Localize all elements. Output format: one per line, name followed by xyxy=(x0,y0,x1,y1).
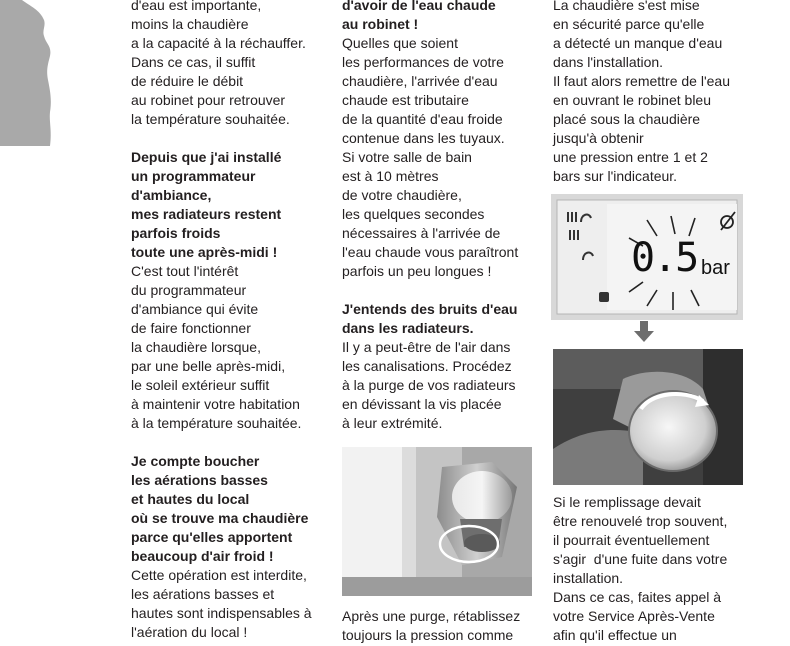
text-line: d'avoir de l'eau chaude xyxy=(342,0,496,13)
pressure-unit: bar xyxy=(701,257,730,279)
text-line: au robinet pour retrouver xyxy=(131,92,286,108)
answer-paragraph xyxy=(131,262,312,433)
text-line: parfois un peu longues ! xyxy=(342,263,492,279)
question-heading xyxy=(131,148,312,262)
text-line: Je compte boucher xyxy=(131,453,260,469)
text-line: en dévissant la vis placée xyxy=(342,396,502,412)
text-line: est à 10 mètres xyxy=(342,168,439,184)
text-line: être renouvelé trop souvent, xyxy=(553,513,728,529)
person-silhouette-image xyxy=(0,0,60,146)
text-line: nécessaires à l'arrivée de xyxy=(342,225,501,241)
text-line: dans les radiateurs. xyxy=(342,320,474,336)
text-line: beaucoup d'air froid ! xyxy=(131,548,274,564)
text-line: la chaudière lorsque, xyxy=(131,339,261,355)
text-line: afin qu'il effectue un xyxy=(553,627,677,643)
text-line: Depuis que j'ai installé xyxy=(131,149,282,165)
text-line: Quelles que soient xyxy=(342,35,458,51)
text-line: hautes sont indispensables à xyxy=(131,605,312,621)
text-line: dans l'installation. xyxy=(553,54,664,70)
text-line: bars sur l'indicateur. xyxy=(553,168,678,184)
text-line: installation. xyxy=(553,570,624,586)
text-line: une pression entre 1 et 2 xyxy=(553,149,708,165)
text-line: à maintenir votre habitation xyxy=(131,396,300,412)
text-line: le soleil extérieur suffit xyxy=(131,377,270,393)
pressure-value: 0.5 xyxy=(631,235,698,281)
text-line: Si le remplissage devait xyxy=(553,494,701,510)
text-line: s'agir d'une fuite dans votre xyxy=(553,551,728,567)
text-line: les canalisations. Procédez xyxy=(342,358,512,374)
text-line: la température souhaitée. xyxy=(131,111,290,127)
text-line: les aérations basses xyxy=(131,472,268,488)
text-line: jusqu'à obtenir xyxy=(553,130,644,146)
text-line: d'ambiance qui évite xyxy=(131,301,259,317)
column-2 xyxy=(342,0,518,433)
col3-bottom-text xyxy=(553,493,727,645)
text-line: l'aération du local ! xyxy=(131,624,248,640)
text-line: où se trouve ma chaudière xyxy=(131,510,309,526)
text-line: par une belle après-midi, xyxy=(131,358,286,374)
col2-after-text xyxy=(342,607,520,645)
text-line: les quelques secondes xyxy=(342,206,485,222)
answer-paragraph xyxy=(342,34,518,281)
text-line: de réduire le débit xyxy=(131,73,244,89)
text-line: chaude est tributaire xyxy=(342,92,469,108)
text-line: à leur extrémité. xyxy=(342,415,443,431)
column-1 xyxy=(131,0,312,642)
text-line: Si votre salle de bain xyxy=(342,149,472,165)
text-line: Cette opération est interdite, xyxy=(131,567,307,583)
text-line: Après une purge, rétablissez xyxy=(342,608,521,624)
text-line: de faire fonctionner xyxy=(131,320,251,336)
text-line: a la capacité à la réchauffer. xyxy=(131,35,306,51)
text-line: de votre chaudière, xyxy=(342,187,462,203)
text-line: en sécurité parce qu'elle xyxy=(553,16,705,32)
text-line: moins la chaudière xyxy=(131,16,249,32)
answer-paragraph xyxy=(131,566,312,642)
text-line: en ouvrant le robinet bleu xyxy=(553,92,711,108)
text-line: l'eau chaude vous paraîtront xyxy=(342,244,519,260)
text-line: un programmateur xyxy=(131,168,256,184)
text-line: contenue dans les tuyaux. xyxy=(342,130,505,146)
radiator-valve-photo xyxy=(342,447,532,596)
question-heading xyxy=(342,0,518,34)
text-line: votre Service Après-Vente xyxy=(553,608,715,624)
text-line: d'eau est importante, xyxy=(131,0,262,13)
text-line: d'ambiance, xyxy=(131,187,212,203)
text-line: a détecté un manque d'eau xyxy=(553,35,723,51)
text-line: à la température souhaitée. xyxy=(131,415,302,431)
question-heading xyxy=(131,452,312,566)
radiator-icon xyxy=(569,230,579,240)
column-3 xyxy=(553,0,730,186)
question-heading xyxy=(342,300,518,338)
col1-intro xyxy=(131,0,312,129)
text-line: C'est tout l'intérêt xyxy=(131,263,239,279)
text-line: à la purge de vos radiateurs xyxy=(342,377,516,393)
text-line: les aérations basses et xyxy=(131,586,275,602)
text-line: au robinet ! xyxy=(342,16,419,32)
text-line: les performances de votre xyxy=(342,54,504,70)
filling-tap-photo xyxy=(553,349,743,485)
text-line: du programmateur xyxy=(131,282,247,298)
text-line: il pourrait éventuellement xyxy=(553,532,710,548)
text-line: toujours la pression comme xyxy=(342,627,514,643)
pressure-display-panel xyxy=(551,194,743,320)
text-line: et hautes du local xyxy=(131,491,250,507)
text-line: Il faut alors remettre de l'eau xyxy=(553,73,730,89)
text-line: mes radiateurs restent xyxy=(131,206,282,222)
text-line: Il y a peut-être de l'air dans xyxy=(342,339,511,355)
text-line: J'entends des bruits d'eau xyxy=(342,301,518,317)
text-line: La chaudière s'est mise xyxy=(553,0,700,13)
boiler-icon xyxy=(599,292,609,302)
text-line: Dans ce cas, il suffit xyxy=(131,54,256,70)
text-line: chaudière, l'arrivée d'eau xyxy=(342,73,498,89)
arrow-down-icon xyxy=(633,321,655,343)
text-line: de la quantité d'eau froide xyxy=(342,111,503,127)
text-line: Dans ce cas, faites appel à xyxy=(553,589,722,605)
answer-paragraph xyxy=(342,338,518,433)
text-line: parce qu'elles apportent xyxy=(131,529,293,545)
text-line: placé sous la chaudière xyxy=(553,111,701,127)
text-line: toute une après-midi ! xyxy=(131,244,278,260)
text-line: parfois froids xyxy=(131,225,221,241)
